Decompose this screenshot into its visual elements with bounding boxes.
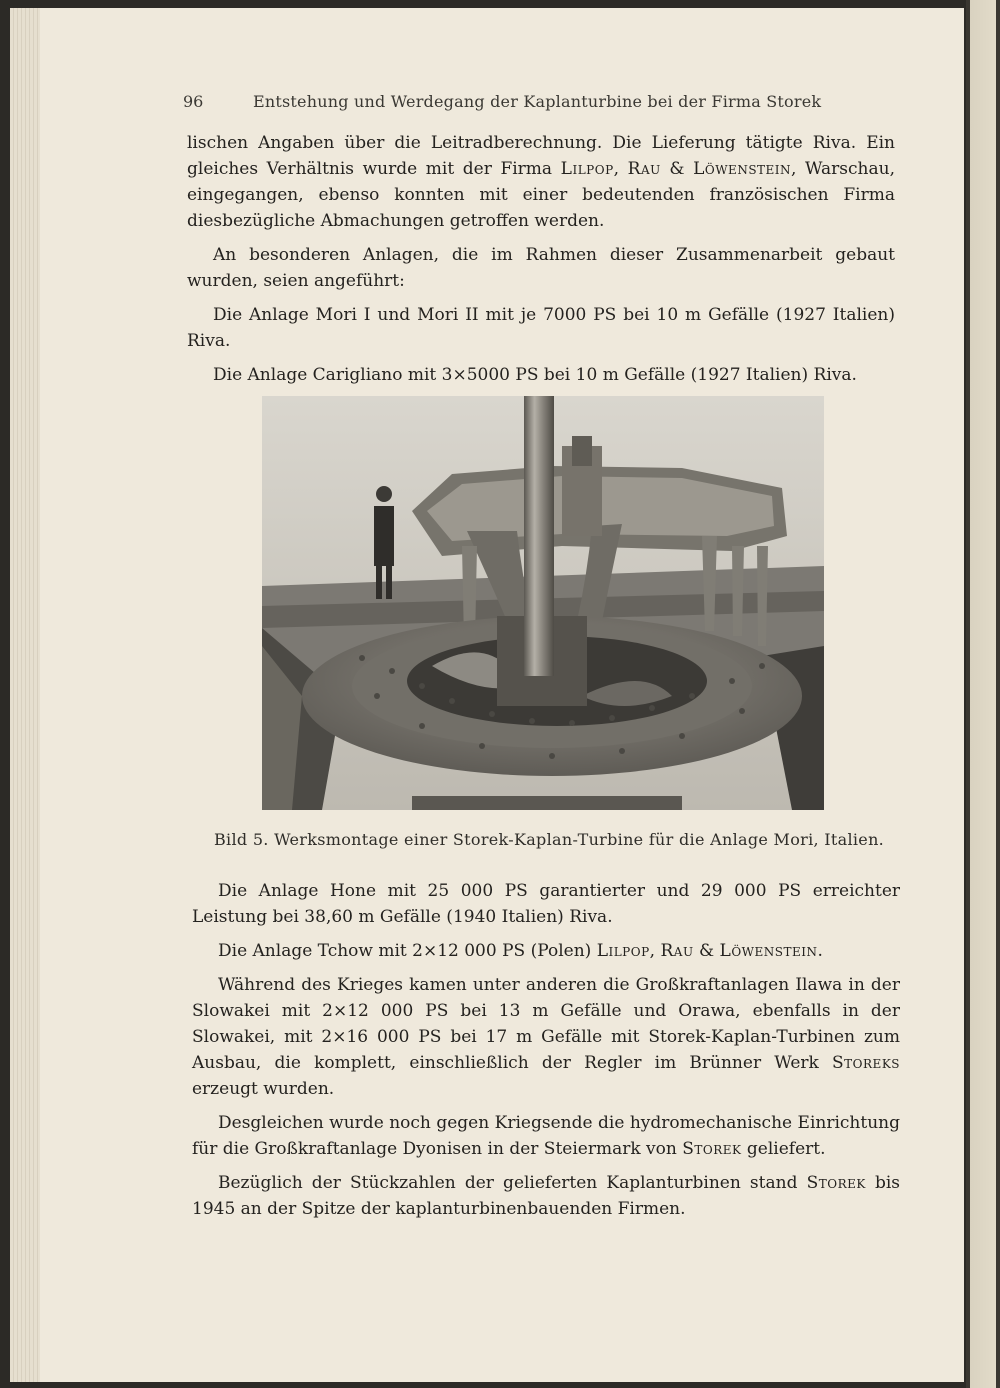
paragraph	[192, 878, 900, 930]
small-caps-name: Lilpop	[560, 159, 614, 179]
paragraph	[187, 242, 895, 294]
paragraph	[192, 1110, 900, 1162]
paragraph	[187, 130, 895, 234]
text-run: Die Anlage Hone mit 25 000 PS garantierter und 29 000 PS erreichter Leistung bei 38,60 m Gefälle (1940 Italien) Riva.	[192, 881, 900, 927]
running-title: Entstehung und Werdegang der Kaplanturbine bei der Firma Storek	[253, 92, 822, 111]
turbine-photo	[262, 396, 824, 810]
text-run: Die Anlage Mori I und Mori II mit je 7000 PS bei 10 m Gefälle (1927 Italien) Riva.	[187, 305, 895, 351]
body-text-top	[187, 130, 895, 396]
text-run: An besonderen Anlagen, die im Rahmen dieser Zusammenarbeit gebaut wurden, seien angeführt:	[187, 245, 895, 291]
text-run: &	[693, 941, 720, 961]
text-run: bis 1945 an der Spitze der kaplanturbinenbauenden Firmen.	[192, 1173, 900, 1219]
text-run: erzeugt wurden.	[192, 1079, 335, 1099]
small-caps-name: Rau	[660, 941, 694, 961]
text-run: Die Anlage Carigliano mit 3×5000 PS bei 10 m Gefälle (1927 Italien) Riva.	[213, 365, 857, 385]
paragraph	[192, 938, 900, 964]
text-run: ,	[613, 159, 628, 179]
small-caps-name: Rau	[627, 159, 661, 179]
small-caps-name: Lilpop	[596, 941, 650, 961]
small-caps-name: Löwenstein	[693, 159, 792, 179]
page-number: 96	[183, 92, 204, 111]
text-run: Bezüglich der Stückzahlen der gelieferten Kaplanturbinen stand	[218, 1173, 807, 1193]
body-text-bottom	[192, 878, 900, 1230]
small-caps-name: Storek	[806, 1173, 866, 1193]
small-caps-name: Storek	[682, 1139, 742, 1159]
paragraph	[187, 302, 895, 354]
text-run: .	[817, 941, 823, 961]
text-run: Während des Krieges kamen unter anderen die Großkraftanlagen Ilawa in der Slowakei mit 2×12 000 PS bei 13 m Gefälle und Orawa, ebenfalls in der Slowakei, mit 2×16 000 PS bei 17 m Gefälle mit Storek-Kaplan-Turbinen zum Ausbau, die komplett, einschließlich der Regler im Brünner Werk	[192, 975, 900, 1073]
text-run: ,	[649, 941, 661, 961]
text-run: lischen Angaben über die Leitradberechnung. Die Lieferung tätigte Riva. Ein gleiches Verhältnis wurde mit der Firma	[187, 133, 895, 179]
paragraph	[187, 362, 895, 388]
paragraph	[192, 1170, 900, 1222]
text-run: , Warschau, eingegangen, ebenso konnten mit einer bedeutenden französischen Firma diesbezügliche Abmachungen getroffen werden.	[187, 159, 895, 231]
next-page-edge	[966, 0, 1000, 1388]
small-caps-name: Löwenstein	[719, 941, 818, 961]
text-run: &	[660, 159, 694, 179]
small-caps-name: Storeks	[832, 1053, 900, 1073]
text-run: geliefert.	[741, 1139, 826, 1159]
page-edges	[10, 8, 40, 1382]
text-run: Desgleichen wurde noch gegen Kriegsende die hydromechanische Einrichtung für die Großkraftanlage Dyonisen in der Steiermark von	[192, 1113, 900, 1159]
paragraph	[192, 972, 900, 1102]
figure-caption: Bild 5. Werksmontage einer Storek-Kaplan-Turbine für die Anlage Mori, Italien.	[214, 830, 885, 849]
text-run: Die Anlage Tchow mit 2×12 000 PS (Polen)	[218, 941, 597, 961]
